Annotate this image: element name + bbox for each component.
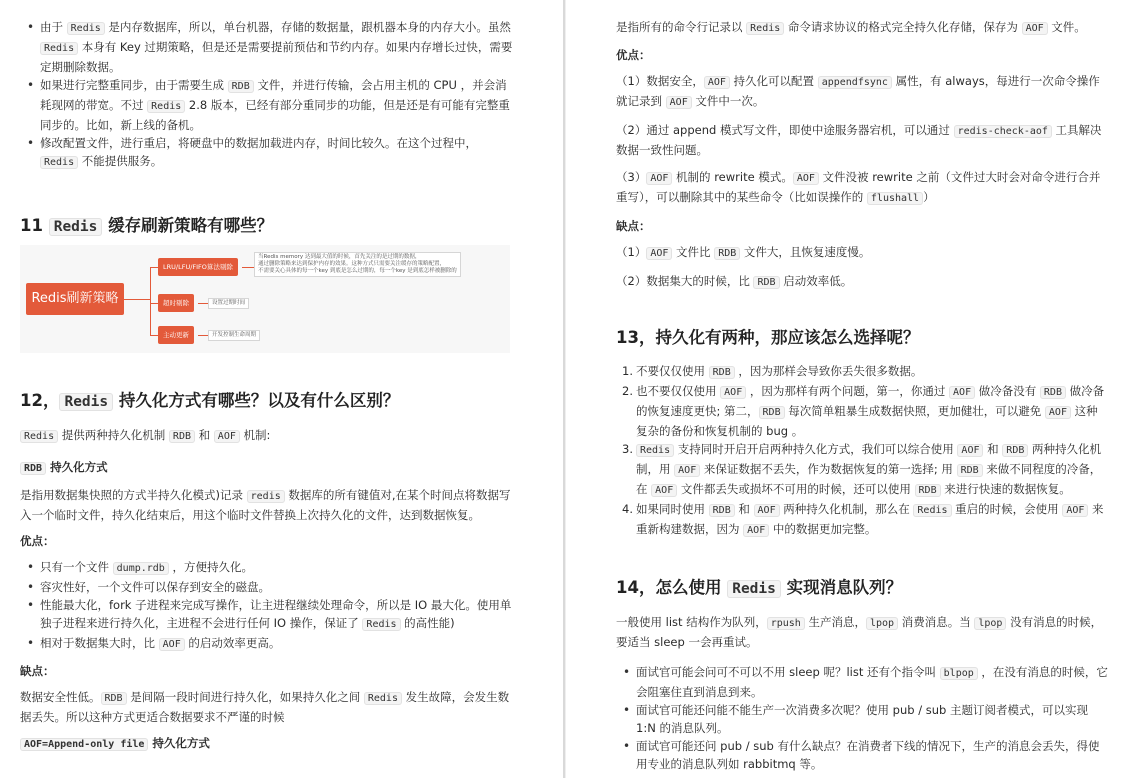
inline-code: AOF	[646, 247, 672, 260]
inline-code: RDB	[714, 247, 740, 260]
text-run: 只有一个文件	[40, 560, 113, 574]
text-run: 来进行快速的数据恢复。	[940, 482, 1071, 496]
inline-code: AOF	[743, 524, 769, 537]
right-page	[566, 0, 1122, 778]
aof-pro-item	[616, 121, 1108, 159]
text-run: 2.8 版本，已经有部分重同步的功能，但是还是有可能有完整重同步的。比如，新上线的备机。	[40, 98, 510, 132]
mindmap-connector	[242, 267, 254, 268]
aof-pro-item	[616, 72, 1108, 112]
aof-cons-label: 缺点：	[616, 219, 651, 233]
text-run: 本身有 Key 过期策略，但是还是需要提前预估和节约内存。如果内存增长过快，需要定期删除数据。	[40, 40, 513, 74]
text-run: 持久化方式有哪些？以及有什么区别？	[113, 391, 400, 410]
mindmap-note-active: 开发控制生命周期	[208, 330, 260, 341]
inline-code: Redis	[727, 580, 781, 598]
inline-code: flushall	[867, 192, 923, 205]
text-run: 13，持久化有两种，那应该怎么选择呢？	[616, 328, 920, 347]
text-run: （1）数据安全，	[616, 74, 704, 88]
text-run: 持久化可以配置	[729, 74, 818, 88]
text-run: 来做不同程度的冷备，在	[636, 462, 1102, 496]
text-run: 和	[983, 442, 1003, 456]
text-run: 是间隔一段时间进行持久化，如果持久化之间	[126, 690, 364, 704]
aof-title	[20, 734, 513, 754]
text-run: 这种复杂的备份和恢复机制的 bug 。	[636, 404, 1098, 438]
text-run: 不能提供服务。	[78, 154, 163, 168]
text-run: 中的数据更加完整。	[769, 522, 877, 536]
mindmap-connector	[198, 303, 208, 304]
inline-code: RDB	[709, 504, 735, 517]
inline-code: AOF	[957, 444, 983, 457]
text-run: 支持同时开启开启两种持久化方式，我们可以综合使用	[674, 442, 958, 456]
inline-code: lpop	[974, 617, 1006, 630]
aof-cons-list	[616, 243, 1108, 292]
text-run: 实现消息队列？	[780, 578, 903, 597]
mindmap-connector	[150, 267, 158, 268]
inline-code: redis-check-aof	[954, 125, 1052, 138]
text-run: 由于	[40, 20, 67, 34]
inline-code: RDB	[169, 430, 195, 443]
inline-code: Redis	[147, 100, 185, 113]
text-run: 面试官可能会问可不可以不用 sleep 呢？list 还有个指令叫	[636, 665, 940, 679]
inline-code: blpop	[940, 667, 978, 680]
inline-code: RDB	[957, 464, 983, 477]
inline-code: Redis	[636, 444, 674, 457]
aof-con-item	[616, 272, 1108, 292]
text-run: 数据库的所有键值对,在某个时间点将数据写入一个临时文件，持久化结束后，用这个临时文件替换上次持久化的文件，达到数据恢复。	[20, 488, 511, 522]
inline-code: Redis	[40, 156, 78, 169]
inline-code: AOF	[793, 172, 819, 185]
text-run: 相对于数据集大时，比	[40, 636, 159, 650]
text-run: 持久化方式	[46, 460, 108, 474]
persistence-intro	[20, 426, 513, 446]
inline-code: RDB	[228, 80, 254, 93]
rdb-cons-text	[20, 688, 513, 726]
intro-bullet-list	[20, 18, 513, 172]
list-item	[20, 558, 513, 578]
aof-description	[616, 18, 1108, 38]
mindmap-branch-active: 主动更新	[158, 326, 194, 344]
list-item	[616, 701, 1108, 737]
text-run: ，因为那样会导致你丢失很多数据。	[734, 364, 923, 378]
list-number: 4.	[622, 502, 633, 516]
text-run: 来保证数据不丢失，作为数据恢复的第一选择; 用	[700, 462, 957, 476]
text-run: 做冷备的恢复速度更快; 第二，	[636, 384, 1105, 418]
inline-code: AOF=Append-only file	[20, 738, 148, 751]
inline-code: Redis	[746, 22, 784, 35]
inline-code: RDB	[709, 366, 735, 379]
mindmap-note-lru: 当Redis memory 达到最大值的时候，首先关注的是过期的数据， 通过删除策略来达到保护内存的效果。这种方式只需要关注缓存的策略配置， 不需要关心具体的每一个key 到底是怎么过期的，每一个key 是到底怎样被删除的	[254, 252, 461, 277]
inline-code: RDB	[101, 692, 127, 705]
list-item	[20, 578, 513, 596]
inline-code: AOF	[214, 430, 240, 443]
inline-code: AOF	[1022, 22, 1048, 35]
text-run: 属性，有 always，每进行一次命令操作就记录到	[616, 74, 1100, 108]
text-run: 的高性能)	[400, 616, 455, 630]
text-run: 两种持久化机制，用	[636, 442, 1102, 476]
text-run: 是指用数据集快照的方式半持久化模式)记录	[20, 488, 247, 502]
text-run: 不要仅仅使用	[636, 364, 709, 378]
text-run: 的启动效率更高。	[184, 636, 281, 650]
text-run: 修改配置文件，进行重启，将硬盘中的数据加载进内存，时间比较久。在这个过程中，	[40, 136, 477, 150]
list-item	[20, 18, 513, 76]
inline-code: Redis	[364, 692, 402, 705]
list-item	[616, 737, 1108, 773]
text-run: 重启的时候，会使用	[951, 502, 1063, 516]
text-run: 缓存刷新策略有哪些？	[102, 216, 274, 235]
inline-code: Redis	[40, 42, 78, 55]
list-number: 3.	[622, 442, 633, 456]
inline-code: AOF	[720, 386, 746, 399]
inline-code: RDB	[759, 406, 785, 419]
aof-con-item	[616, 243, 1108, 263]
mindmap-branch-lru: LRU/LFU/FIFO算法剔除	[158, 258, 238, 276]
text-run: ，因为那样有两个问题，第一，你通过	[746, 384, 950, 398]
inline-code: Redis	[362, 618, 400, 631]
list-number: 2.	[622, 384, 633, 398]
text-run: 机制的 rewrite 模式。	[672, 170, 793, 184]
text-run: 持久化方式	[148, 736, 210, 750]
rdb-cons-label: 缺点：	[20, 664, 55, 678]
list-number: 1.	[622, 364, 633, 378]
list-item	[20, 134, 513, 172]
mindmap-connector	[124, 299, 150, 300]
inline-code: AOF	[949, 386, 975, 399]
inline-code: lpop	[866, 617, 898, 630]
mindmap-connector	[150, 267, 151, 335]
list-item	[616, 500, 1108, 540]
inline-code: AOF	[1062, 504, 1088, 517]
text-run: 每次简单粗暴生成数据快照，更加健壮，可以避免	[784, 404, 1045, 418]
text-run: （3）	[616, 170, 647, 184]
inline-code: RDB	[1040, 386, 1066, 399]
inline-code: AOF	[754, 504, 780, 517]
inline-code: AOF	[704, 76, 730, 89]
list-item	[616, 362, 1108, 382]
text-run: 文件都丢失或损坏不可用的时候，还可以使用	[677, 482, 915, 496]
list-item	[616, 663, 1108, 701]
list-item	[20, 634, 513, 654]
text-run: 也不要仅仅使用	[636, 384, 721, 398]
mindmap-diagram	[20, 245, 510, 353]
text-run: 文件中一次。	[691, 94, 765, 108]
text-run: 来重新构建数据，因为	[636, 502, 1104, 536]
mindmap-connector	[150, 335, 158, 336]
inline-code: dump.rdb	[113, 562, 169, 575]
text-run: 文件。	[1047, 20, 1086, 34]
inline-code: Redis	[67, 22, 105, 35]
text-run: ，在没有消息的时候，它会阻塞住直到消息到来。	[636, 665, 1108, 699]
inline-code: AOF	[159, 638, 185, 651]
inline-code: RDB	[915, 484, 941, 497]
inline-code: RDB	[753, 276, 779, 289]
inline-code: AOF	[666, 96, 692, 109]
text-run: 是指所有的命令行记录以	[616, 20, 747, 34]
inline-code: AOF	[651, 484, 677, 497]
text-run: （2）数据集大的时候，比	[616, 274, 754, 288]
section-12-heading	[20, 389, 513, 414]
text-run: 和	[734, 502, 754, 516]
text-run: 文件，并进行传输，会占用主机的 CPU ，并会消耗现网的带宽。不过	[40, 78, 507, 112]
mindmap-branch-timeout: 超时剔除	[158, 294, 194, 312]
inline-code: appendfsync	[818, 76, 892, 89]
list-item	[20, 76, 513, 134]
inline-code: RDB	[20, 462, 46, 475]
rdb-title	[20, 458, 513, 478]
text-run: 性能最大化，fork 子进程来完成写操作，让主进程继续处理命令，所以是 IO 最大化。使用单独子进程来进行持久化，主进程不会进行任何 IO 操作，保证了	[40, 598, 512, 630]
aof-pros-label: 优点：	[616, 48, 651, 62]
text-run: 两种持久化机制，那么在	[779, 502, 914, 516]
text-run: 面试官可能还问能不能生产一次消费多次呢？使用 pub / sub 主题订阅者模式，可以实现 1:N 的消息队列。	[636, 703, 1088, 735]
text-run: 文件大，且恢复速度慢。	[740, 245, 871, 259]
text-run: 生产消息，	[804, 615, 866, 629]
text-run: 是内存数据库，所以，单台机器，存储的数据量，跟机器本身的内存大小。虽然	[104, 20, 511, 34]
text-run: 文件没被 rewrite 之前（文件过大时会对命令进行合并重写），可以删除其中的某些命令（比如误操作的	[616, 170, 1101, 204]
list-item	[20, 596, 513, 634]
text-run: 工具解决数据一致性问题。	[616, 123, 1102, 157]
text-run: 14，怎么使用	[616, 578, 728, 597]
text-run: 11	[20, 216, 49, 235]
inline-code: redis	[247, 490, 285, 503]
text-run: 12，	[20, 391, 60, 410]
aof-pro-item	[616, 168, 1108, 208]
section-13-heading	[616, 326, 1108, 350]
text-run: ，方便持久化。	[168, 560, 253, 574]
mindmap-connector	[198, 335, 208, 336]
section-14-heading	[616, 576, 1108, 601]
persistence-choice-list	[616, 362, 1108, 540]
text-run: 如果进行完整重同步，由于需要生成	[40, 78, 228, 92]
queue-description	[616, 613, 1108, 651]
list-item	[616, 440, 1108, 500]
text-run: 文件比	[672, 245, 715, 259]
section-11-heading	[20, 214, 513, 239]
text-run: 面试官可能还问 pub / sub 有什么缺点？在消费者下线的情况下，生产的消息会丢失，得使用专业的消息队列如 rabbitmq 等。	[636, 739, 1100, 771]
text-run: 机制:	[239, 428, 271, 442]
text-run: 启动效率低。	[779, 274, 853, 288]
text-run: 消费消息。当	[898, 615, 975, 629]
text-run: ）	[923, 190, 935, 204]
text-run: （1）	[616, 245, 647, 259]
text-run: 数据安全性低。	[20, 690, 101, 704]
inline-code: Redis	[20, 430, 58, 443]
inline-code: AOF	[646, 172, 672, 185]
queue-bullet-list	[616, 663, 1108, 773]
inline-code: AOF	[1045, 406, 1071, 419]
text-run: 命令请求协议的格式完全持久化存储，保存为	[784, 20, 1022, 34]
inline-code: Redis	[49, 218, 103, 236]
aof-pros-list	[616, 72, 1108, 208]
text-run: （2）通过 append 模式写文件，即使中途服务器宕机，可以通过	[616, 123, 954, 137]
mindmap-connector	[150, 303, 158, 304]
text-run: 做冷备没有	[975, 384, 1040, 398]
inline-code: rpush	[767, 617, 805, 630]
text-run: 容灾性好，一个文件可以保存到安全的磁盘。	[40, 580, 270, 594]
mindmap-root: Redis刷新策略	[26, 283, 124, 315]
rdb-description	[20, 486, 513, 524]
mindmap-note-timeout: 设置过期时间	[208, 298, 249, 309]
inline-code: RDB	[1002, 444, 1028, 457]
inline-code: Redis	[913, 504, 951, 517]
text-run: 一般使用 list 结构作为队列，	[616, 615, 767, 629]
inline-code: AOF	[674, 464, 700, 477]
text-run: 没有消息的时候，要适当 sleep 一会再重试。	[616, 615, 1103, 649]
text-run: 如果同时使用	[636, 502, 709, 516]
text-run: 提供两种持久化机制	[58, 428, 169, 442]
list-item	[616, 382, 1108, 440]
rdb-pros-label: 优点：	[20, 534, 55, 548]
inline-code: Redis	[59, 393, 113, 411]
text-run: 发生故障，会发生数据丢失。所以这种方式更适合数据要求不严谨的时候	[20, 690, 510, 724]
text-run: 和	[194, 428, 214, 442]
rdb-pros-list	[20, 558, 513, 654]
